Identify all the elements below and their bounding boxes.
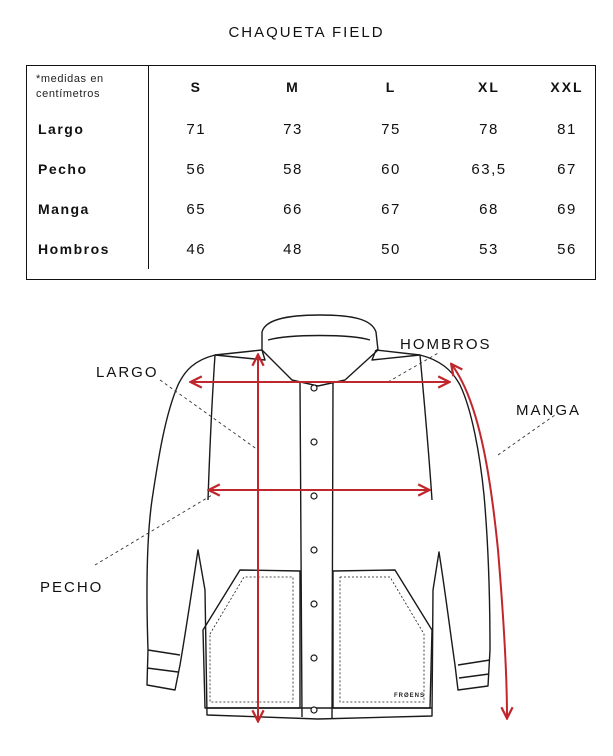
table-cell: 73 xyxy=(283,120,303,138)
collar-outline xyxy=(262,315,378,386)
left-pocket xyxy=(203,570,300,708)
jacket-measurement-diagram xyxy=(0,290,613,756)
jacket-body-outline xyxy=(147,350,490,719)
table-cell: 65 xyxy=(186,200,207,218)
table-cell: 67 xyxy=(557,160,577,178)
table-cell: 56 xyxy=(186,160,207,178)
table-row xyxy=(26,229,596,269)
pecho-guide-line xyxy=(95,495,212,565)
button xyxy=(311,655,317,661)
button xyxy=(311,493,317,499)
manga-guide-line xyxy=(498,415,555,455)
largo-guide-line xyxy=(160,380,258,450)
size-header-xl: XL xyxy=(478,79,500,95)
left-armhole-seam xyxy=(208,355,215,500)
left-pocket-stitch xyxy=(210,577,293,702)
pecho-label: PECHO xyxy=(40,579,104,596)
size-header-l: L xyxy=(385,79,397,95)
table-cell: 81 xyxy=(557,120,577,138)
size-header-xxl: XXL xyxy=(550,79,584,95)
page-title: CHAQUETA FIELD xyxy=(228,24,385,41)
left-cuff xyxy=(147,650,180,672)
table-cell: 53 xyxy=(479,240,499,258)
table-cell: 46 xyxy=(186,240,207,258)
jacket-illustration xyxy=(147,315,490,719)
button xyxy=(311,707,317,713)
button xyxy=(311,601,317,607)
collar-inner-line xyxy=(268,336,370,341)
brand-label: FRØENS xyxy=(394,693,426,699)
button xyxy=(311,439,317,445)
table-cell: 78 xyxy=(479,120,499,138)
button xyxy=(311,547,317,553)
hombros-guide-line xyxy=(388,352,440,382)
table-cell: 66 xyxy=(283,200,303,218)
table-row xyxy=(26,149,596,189)
size-chart-table xyxy=(26,65,596,269)
right-pocket xyxy=(333,570,432,708)
row-label-pecho: Pecho xyxy=(26,149,148,189)
hombros-label: HOMBROS xyxy=(400,336,492,353)
table-row xyxy=(26,189,596,229)
table-cell: 67 xyxy=(381,200,401,218)
table-cell: 69 xyxy=(557,200,577,218)
table-cell: 50 xyxy=(381,240,401,258)
right-cuff xyxy=(458,660,490,678)
table-cell: 71 xyxy=(186,120,207,138)
table-header-row xyxy=(26,65,596,109)
table-cell: 60 xyxy=(381,160,401,178)
size-header-m: M xyxy=(286,79,300,95)
table-cell: 48 xyxy=(283,240,303,258)
size-header-s: S xyxy=(190,79,202,95)
row-label-manga: Manga xyxy=(26,189,148,229)
manga-label: MANGA xyxy=(516,402,582,419)
units-note: *medidas en centímetros xyxy=(26,65,148,109)
table-cell: 58 xyxy=(283,160,303,178)
row-label-hombros: Hombros xyxy=(26,229,148,269)
buttons xyxy=(311,385,317,713)
right-armhole-seam xyxy=(420,355,432,500)
table-cell: 75 xyxy=(381,120,401,138)
largo-label: LARGO xyxy=(96,364,159,381)
table-cell: 56 xyxy=(557,240,577,258)
row-label-largo: Largo xyxy=(26,109,148,149)
table-cell: 68 xyxy=(479,200,499,218)
button xyxy=(311,385,317,391)
table-cell: 63,5 xyxy=(471,160,507,178)
table-row xyxy=(26,109,596,149)
